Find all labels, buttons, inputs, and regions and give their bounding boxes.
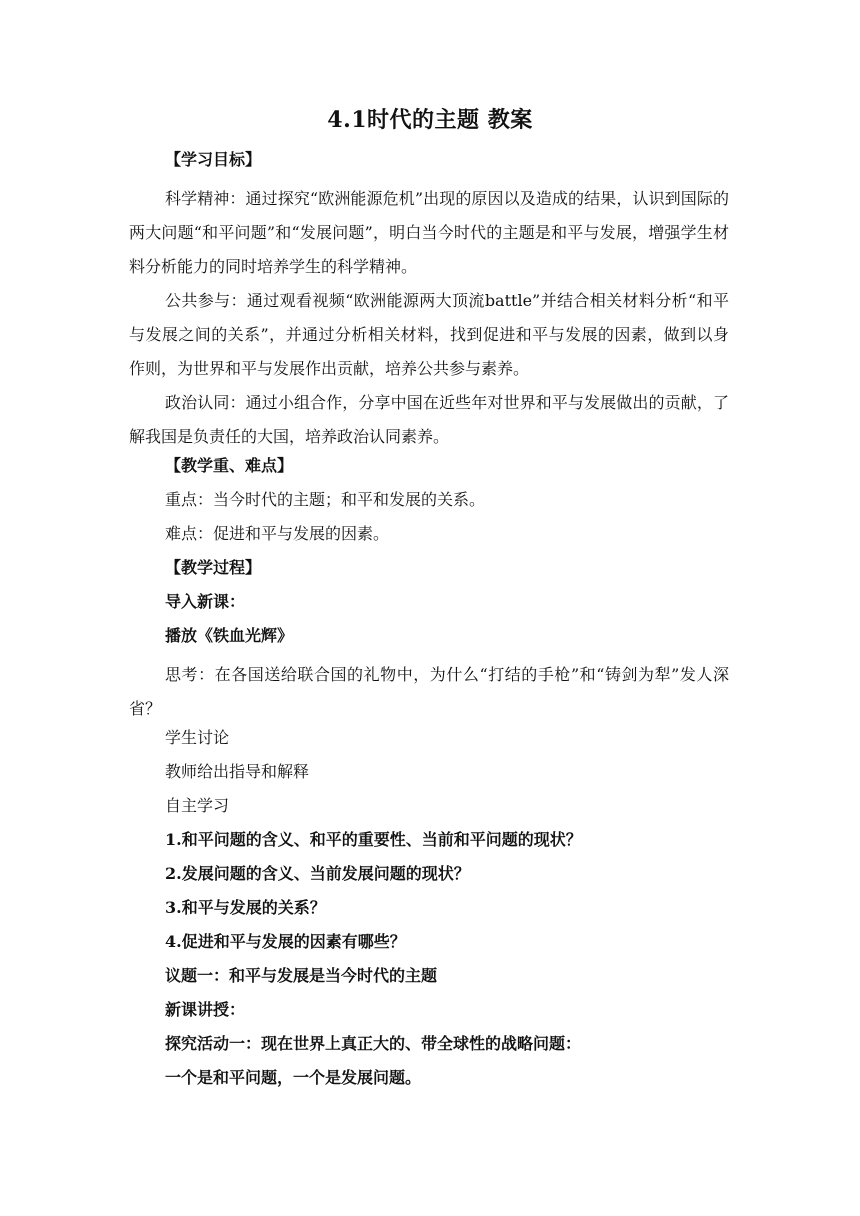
key-point-text: 重点：当今时代的主题；和平和发展的关系。	[165, 490, 486, 509]
paragraph-public-participation: 公共参与：通过观看视频“欧洲能源两大顶流battle”并结合相关材料分析“和平与发展之间的关系”，并通过分析相关材料，找到促进和平与发展的因素，做到以身作则，为世界和平与发展作出贡献，培养公共参与素养。	[129, 291, 729, 378]
activity-one-answer: 一个是和平问题，一个是发展问题。	[165, 1068, 422, 1087]
student-discussion-line: 学生讨论	[165, 728, 230, 747]
new-lesson-heading: 新课讲授：	[165, 1000, 246, 1019]
paragraph-think-question: 思考：在各国送给联合国的礼物中，为什么“打结的手枪”和“铸剑为犁”发人深省？	[129, 665, 729, 718]
topic-one-heading: 议题一：和平与发展是当今时代的主题	[165, 966, 438, 985]
document-body	[129, 148, 729, 1100]
section-heading-process: 【教学过程】	[165, 558, 262, 577]
activity-one-line: 探究活动一：现在世界上真正大的、带全球性的战略问题：	[165, 1034, 582, 1053]
section-heading-objectives: 【学习目标】	[165, 150, 262, 169]
question-item: 3.和平与发展的关系？	[165, 898, 326, 917]
document-title: 4.1时代的主题 教案	[327, 107, 533, 133]
play-video-line: 播放《铁血光辉》	[165, 626, 294, 645]
teacher-guidance-line: 教师给出指导和解释	[165, 762, 310, 781]
question-item: 4.促进和平与发展的因素有哪些？	[165, 932, 406, 951]
paragraph-political-identity: 政治认同：通过小组合作，分享中国在近些年对世界和平与发展做出的贡献，了解我国是负责任的大国，培养政治认同素养。	[129, 393, 729, 446]
difficulty-text: 难点：促进和平与发展的因素。	[165, 524, 390, 543]
intro-heading: 导入新课：	[165, 592, 246, 611]
question-item: 2.发展问题的含义、当前发展问题的现状？	[165, 864, 470, 883]
question-item: 1.和平问题的含义、和平的重要性、当前和平问题的现状？	[165, 830, 582, 849]
paragraph-science-spirit: 科学精神：通过探究“欧洲能源危机”出现的原因以及造成的结果，认识到国际的两大问题“和平问题”和“发展问题”，明白当今时代的主题是和平与发展，增强学生材料分析能力的同时培养学生的科学精神。	[129, 189, 729, 276]
self-study-line: 自主学习	[165, 796, 230, 815]
section-heading-key-points: 【教学重、难点】	[165, 456, 294, 475]
